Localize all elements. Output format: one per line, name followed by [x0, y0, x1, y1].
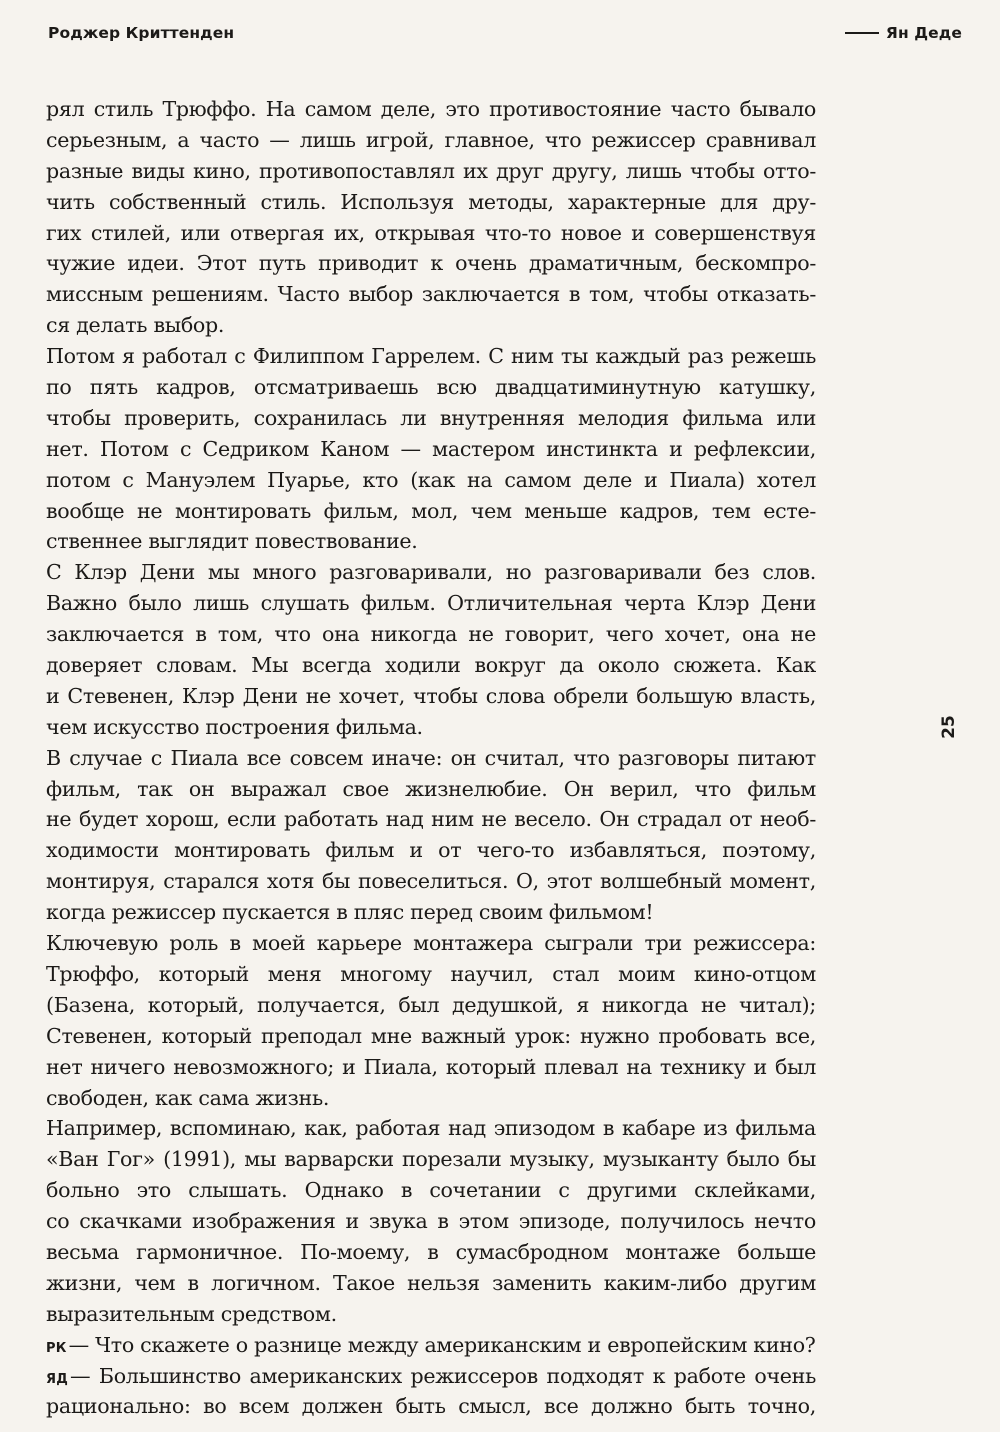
dialogue-answer [46, 1361, 816, 1392]
text-line: нет ничего невозможного; и Пиала, который плевал на технику и был [46, 1054, 816, 1079]
text-line: монтируя, старался хотя бы повеселиться. О, этот волшебный момент, [46, 869, 816, 894]
text-line: «Ван Гог» (1991), мы варварски порезали музыку, музыканту было бы [46, 1147, 816, 1172]
text-line: серьезным, а часто — лишь игрой, главное, что режиссер сравнивал [46, 127, 816, 152]
question-text: — Что скажете о разнице между американским и европейским кино? [68, 1332, 816, 1357]
text-line: (Базена, который, получается, был дедушкой, я никогда не читал); [46, 992, 816, 1017]
answer-text: — Большинство американских режиссеров подходят к работе очень [70, 1363, 816, 1388]
header-author: Роджер Криттенден [48, 24, 235, 42]
text-line: потом с Мануэлем Пуарье, кто (как на самом деле и Пиала) хотел [46, 467, 816, 492]
text-line: гих стилей, или отвергая их, открывая что-то новое и совершенствуя [46, 220, 816, 245]
text-line: Потом я работал с Филиппом Гаррелем. С ним ты каждый раз режешь [46, 344, 816, 369]
speaker-label: ЯД [46, 1371, 68, 1387]
text-line: свободен, как сама жизнь. [46, 1085, 330, 1110]
text-line: нет. Потом с Седриком Каном — мастером инстинкта и рефлексии, [46, 436, 816, 461]
text-line: миссным решениям. Часто выбор заключается в том, чтобы отказать- [46, 282, 816, 307]
header-chapter-title: Ян Деде [885, 24, 962, 42]
text-line: Трюффо, который меня многому научил, стал моим кино-отцом [46, 961, 816, 986]
text-line: выразительным средством. [46, 1301, 337, 1326]
text-line: Стевенен, который преподал мне важный урок: нужно пробовать все, [46, 1023, 816, 1048]
text-line: разные виды кино, противопоставлял их друг другу, лишь чтобы отто- [46, 158, 816, 183]
text-line: рял стиль Трюффо. На самом деле, это противостояние часто бывало [46, 97, 816, 121]
text-line: жизни, чем в логичном. Такое нельзя заменить каким-либо другим [46, 1270, 816, 1295]
text-line: чужие идеи. Этот путь приводит к очень драматичным, бескомпро- [46, 251, 816, 276]
text-line: С Клэр Дени мы много разговаривали, но разговаривали без слов. [46, 560, 816, 585]
text-line: чем искусство построения фильма. [46, 714, 423, 739]
header-dash [845, 32, 879, 34]
body-text [46, 94, 816, 1422]
text-line: не будет хорош, если работать над ним не весело. Он страдал от необ- [46, 807, 816, 832]
text-line: со скачками изображения и звука в этом эпизоде, получилось нечто [46, 1209, 816, 1234]
text-line: ходимости монтировать фильм и от чего-то избавляться, поэтому, [46, 838, 816, 863]
header-chapter [845, 24, 962, 42]
text-line: Важно было лишь слушать фильм. Отличительная черта Клэр Дени [46, 591, 816, 616]
text-line: рационально: во всем должен быть смысл, все должно быть точно, [46, 1394, 816, 1419]
text-line: Например, вспоминаю, как, работая над эпизодом в кабаре из фильма [46, 1116, 816, 1141]
text-line: когда режиссер пускается в пляс перед своим фильмом! [46, 900, 654, 925]
text-line: весьма гармоничное. По-моему, в сумасбродном монтаже больше [46, 1239, 816, 1264]
text-line: вообще не монтировать фильм, мол, чем меньше кадров, тем есте- [46, 498, 816, 523]
running-header [48, 24, 962, 46]
text-line: В случае с Пиала все совсем иначе: он считал, что разговоры питают [46, 745, 816, 770]
text-line: Ключевую роль в моей карьере монтажера сыграли три режиссера: [46, 931, 816, 956]
text-line: и Стевенен, Клэр Дени не хочет, чтобы слова обрели большую власть, [46, 683, 816, 708]
speaker-label: РК [46, 1340, 67, 1356]
text-line: доверяет словам. Мы всегда ходили вокруг да около сюжета. Как [46, 653, 816, 678]
text-line: чить собственный стиль. Используя методы, характерные для дру- [46, 189, 816, 214]
text-line: ся делать выбор. [46, 313, 225, 338]
text-line: ственнее выглядит повествование. [46, 529, 418, 554]
text-line: заключается в том, что она никогда не говорит, чего хочет, она не [46, 622, 816, 647]
text-line: фильм, так он выражал свое жизнелюбие. Он верил, что фильм [46, 776, 816, 801]
text-line: чтобы проверить, сохранилась ли внутренняя мелодия фильма или [46, 405, 816, 430]
text-line: больно это слышать. Однако в сочетании с другими склейками, [46, 1178, 816, 1203]
text-line: по пять кадров, отсматриваешь всю двадцатиминутную катушку, [46, 375, 816, 400]
page-number: 25 [939, 715, 959, 739]
dialogue-question [46, 1330, 816, 1361]
